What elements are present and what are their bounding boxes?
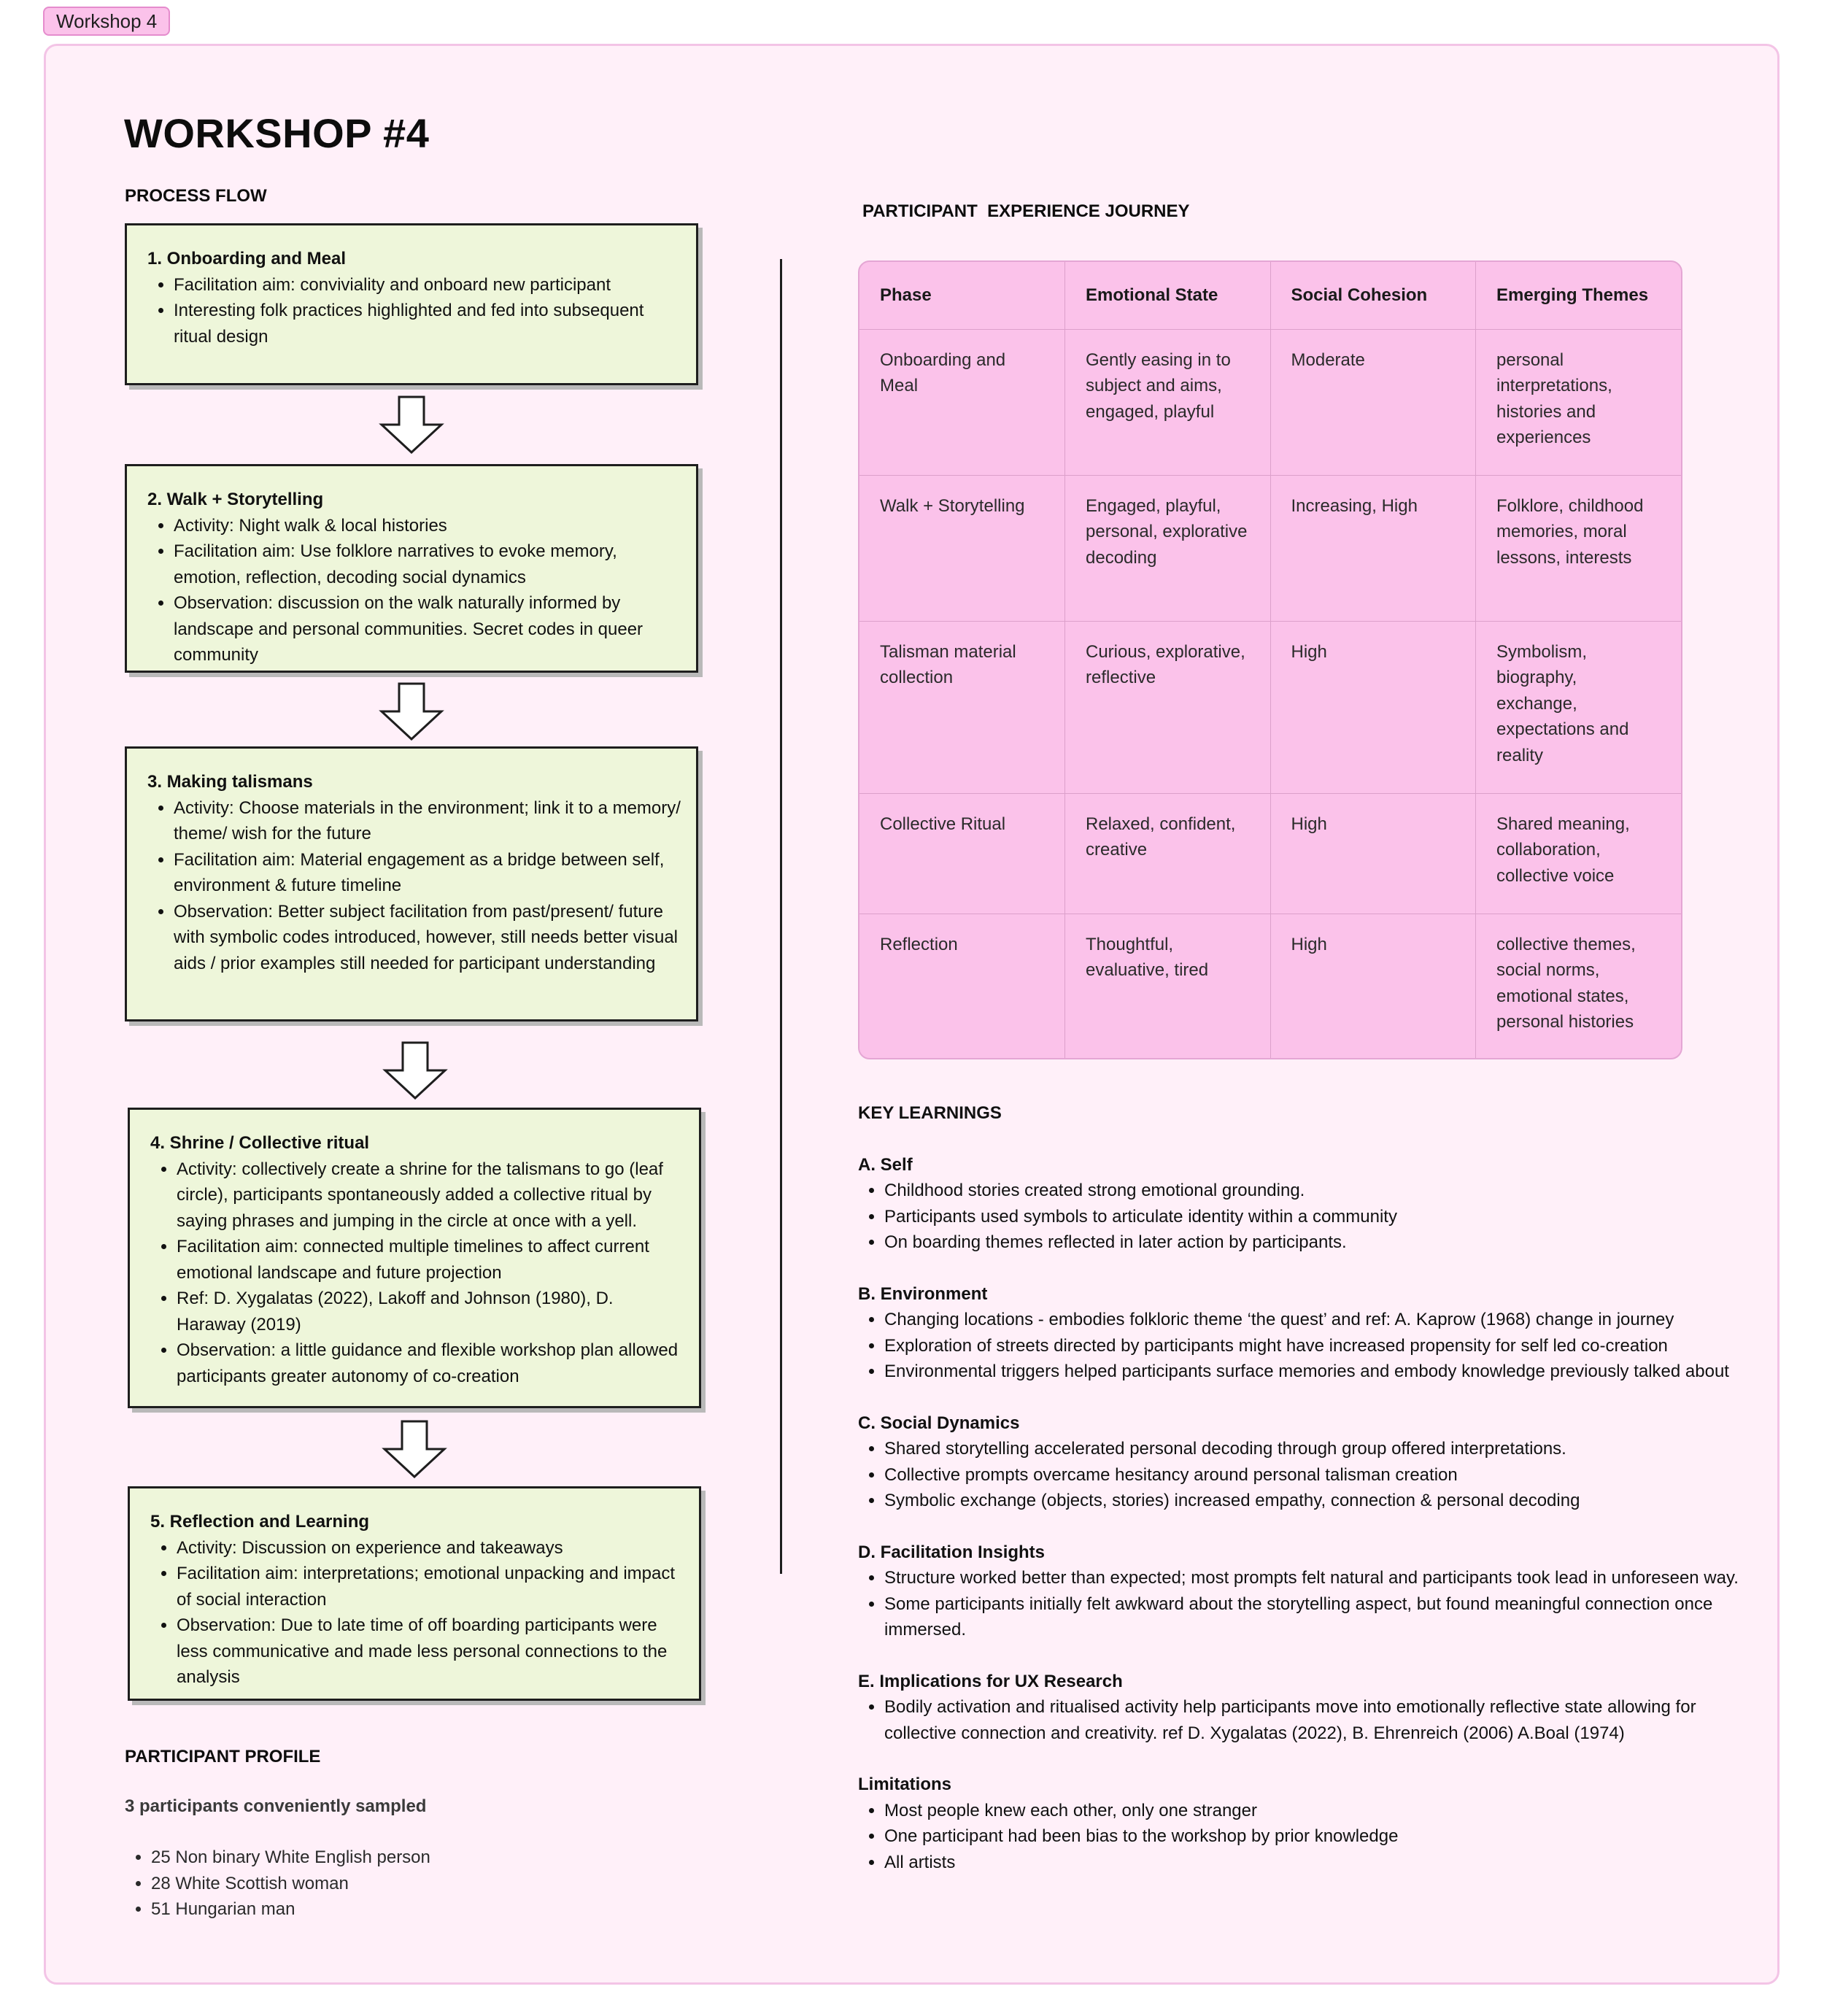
table-cell: Engaged, playful, personal, explorative decoding bbox=[1065, 475, 1271, 621]
experience-journey-table bbox=[858, 260, 1682, 1059]
table-cell: Onboarding and Meal bbox=[859, 329, 1065, 475]
step-title: 2. Walk + Storytelling bbox=[147, 490, 324, 509]
table-cell: High bbox=[1270, 621, 1476, 793]
process-step-2 bbox=[125, 464, 698, 673]
learning-bullet: • Childhood stories created strong emotional grounding. bbox=[884, 1178, 1763, 1204]
learning-bullet: • Symbolic exchange (objects, stories) increased empathy, connection & personal decoding bbox=[884, 1488, 1763, 1514]
table-cell: High bbox=[1270, 914, 1476, 1059]
learning-bullet: • Some participants initially felt awkward about the storytelling aspect, but found meaningful connection once immersed. bbox=[884, 1591, 1763, 1643]
learning-bullet: • Exploration of streets directed by participants might have increased propensity for self led co-creation bbox=[884, 1333, 1763, 1359]
table-row bbox=[859, 793, 1681, 914]
column-header: Phase bbox=[859, 262, 1065, 329]
table-cell: Thoughtful, evaluative, tired bbox=[1065, 914, 1271, 1059]
step-bullet: • Activity: Discussion on experience and takeaways bbox=[177, 1535, 684, 1561]
learning-group-self bbox=[858, 1152, 1763, 1256]
learning-bullet: • Collective prompts overcame hesitancy around personal talisman creation bbox=[884, 1462, 1763, 1488]
learning-group-title: D. Facilitation Insights bbox=[858, 1542, 1046, 1562]
table-cell: Walk + Storytelling bbox=[859, 475, 1065, 621]
step-title: 5. Reflection and Learning bbox=[150, 1512, 370, 1532]
table-cell: Increasing, High bbox=[1270, 475, 1476, 621]
learning-bullet: • On boarding themes reflected in later action by participants. bbox=[884, 1229, 1763, 1256]
learning-group-title: E. Implications for UX Research bbox=[858, 1671, 1123, 1691]
table-row bbox=[859, 621, 1681, 793]
learning-group-title: C. Social Dynamics bbox=[858, 1413, 1020, 1433]
step-bullet: • Activity: collectively create a shrine for the talismans to go (leaf circle), participants spontaneously added a collective ritual by saying phrases and jumping in the circle at once with a yell. bbox=[177, 1156, 684, 1235]
key-learnings-label: KEY LEARNINGS bbox=[858, 1103, 1002, 1123]
learning-bullet: • Most people knew each other, only one stranger bbox=[884, 1798, 1763, 1824]
step-bullet: • Facilitation aim: connected multiple timelines to affect current emotional landscape and future projection bbox=[177, 1234, 684, 1286]
column-header: Emerging Themes bbox=[1476, 262, 1682, 329]
step-bullet: • Observation: Due to late time of off boarding participants were less communicative and made less personal connections to the analysis bbox=[177, 1613, 684, 1691]
process-step-5 bbox=[128, 1486, 701, 1701]
learning-group-limitations bbox=[858, 1772, 1763, 1875]
step-bullet: • Activity: Night walk & local histories bbox=[174, 513, 681, 539]
column-divider bbox=[780, 259, 782, 1574]
step-bullet: • Facilitation aim: interpretations; emotional unpacking and impact of social interaction bbox=[177, 1561, 684, 1613]
learning-group-title: Limitations bbox=[858, 1774, 952, 1794]
down-arrow-icon bbox=[379, 682, 444, 741]
step-bullet: • Ref: D. Xygalatas (2022), Lakoff and Johnson (1980), D. Haraway (2019) bbox=[177, 1286, 684, 1337]
step-bullet: • Facilitation aim: Use folklore narratives to evoke memory, emotion, reflection, decoding social dynamics bbox=[174, 538, 681, 590]
process-step-1 bbox=[125, 223, 698, 385]
table-cell: Collective Ritual bbox=[859, 793, 1065, 914]
participant-summary: 3 participants conveniently sampled bbox=[125, 1796, 427, 1816]
learning-group-title: B. Environment bbox=[858, 1283, 988, 1304]
learning-group-environment bbox=[858, 1281, 1763, 1385]
learning-bullet: • All artists bbox=[884, 1850, 1763, 1876]
table-cell: Folklore, childhood memories, moral lessons, interests bbox=[1476, 475, 1682, 621]
table-row bbox=[859, 329, 1681, 475]
key-learnings bbox=[858, 1100, 1763, 1901]
learning-bullet: • One participant had been bias to the workshop by prior knowledge bbox=[884, 1823, 1763, 1850]
table-cell: Symbolism, biography, exchange, expectations and reality bbox=[1476, 621, 1682, 793]
learning-group-title: A. Self bbox=[858, 1154, 913, 1175]
step-bullet: • Facilitation aim: Material engagement as a bridge between self, environment & future timeline bbox=[174, 847, 681, 899]
frame-tag[interactable]: Workshop 4 bbox=[43, 7, 170, 36]
step-title: 1. Onboarding and Meal bbox=[147, 249, 347, 269]
table-cell: Gently easing in to subject and aims, engaged, playful bbox=[1065, 329, 1271, 475]
step-bullet: • Facilitation aim: conviviality and onboard new participant bbox=[174, 272, 681, 298]
participant-item: • 25 Non binary White English person bbox=[151, 1845, 708, 1871]
table-cell: Shared meaning, collaboration, collective voice bbox=[1476, 793, 1682, 914]
participant-profile-label: PARTICIPANT PROFILE bbox=[125, 1747, 321, 1766]
process-step-3 bbox=[125, 746, 698, 1021]
step-bullet: • Observation: discussion on the walk naturally informed by landscape and personal communities. Secret codes in queer community bbox=[174, 590, 681, 668]
table-row bbox=[859, 914, 1681, 1059]
table-row bbox=[859, 475, 1681, 621]
step-bullet: • Interesting folk practices highlighted and fed into subsequent ritual design bbox=[174, 298, 681, 349]
table-cell: Talisman material collection bbox=[859, 621, 1065, 793]
learning-bullet: • Participants used symbols to articulate identity within a community bbox=[884, 1204, 1763, 1230]
down-arrow-icon bbox=[382, 1420, 447, 1478]
journey-label: PARTICIPANT EXPERIENCE JOURNEY bbox=[862, 201, 1190, 221]
table-cell: personal interpretations, histories and experiences bbox=[1476, 329, 1682, 475]
learning-bullet: • Changing locations - embodies folkloric theme ‘the quest’ and ref: A. Kaprow (1968) change in journey bbox=[884, 1307, 1763, 1333]
learning-bullet: • Structure worked better than expected; most prompts felt natural and participants took lead in unforeseen way. bbox=[884, 1565, 1763, 1591]
participant-item: • 51 Hungarian man bbox=[151, 1896, 708, 1923]
process-flow-label: PROCESS FLOW bbox=[125, 186, 267, 206]
step-title: 3. Making talismans bbox=[147, 772, 313, 792]
column-header: Social Cohesion bbox=[1270, 262, 1476, 329]
participant-item: • 28 White Scottish woman bbox=[151, 1871, 708, 1897]
learning-group-ux-research bbox=[858, 1669, 1763, 1747]
step-bullet: • Activity: Choose materials in the environment; link it to a memory/ theme/ wish for the future bbox=[174, 795, 681, 847]
process-step-4 bbox=[128, 1108, 701, 1408]
participant-profile bbox=[125, 1744, 708, 1923]
learning-bullet: • Shared storytelling accelerated personal decoding through group offered interpretations. bbox=[884, 1436, 1763, 1462]
table-cell: Moderate bbox=[1270, 329, 1476, 475]
table-cell: Relaxed, confident, creative bbox=[1065, 793, 1271, 914]
learning-bullet: • Bodily activation and ritualised activity help participants move into emotionally reflective state allowing for collective connection and creativity. ref D. Xygalatas (2022), B. Ehrenreich (2006) A.Boal (1974) bbox=[884, 1694, 1763, 1746]
table-cell: collective themes, social norms, emotional states, personal histories bbox=[1476, 914, 1682, 1059]
down-arrow-icon bbox=[379, 395, 444, 454]
learning-group-social-dynamics bbox=[858, 1410, 1763, 1514]
table-cell: Curious, explorative, reflective bbox=[1065, 621, 1271, 793]
learning-group-facilitation bbox=[858, 1540, 1763, 1643]
learning-bullet: • Environmental triggers helped participants surface memories and embody knowledge previously talked about bbox=[884, 1359, 1763, 1385]
page-title: WORKSHOP #4 bbox=[124, 110, 430, 156]
column-header: Emotional State bbox=[1065, 262, 1271, 329]
table-cell: High bbox=[1270, 793, 1476, 914]
step-title: 4. Shrine / Collective ritual bbox=[150, 1133, 370, 1153]
step-bullet: • Observation: a little guidance and flexible workshop plan allowed participants greater autonomy of co-creation bbox=[177, 1337, 684, 1389]
table-cell: Reflection bbox=[859, 914, 1065, 1059]
table-header-row bbox=[859, 262, 1681, 329]
step-bullet: • Observation: Better subject facilitation from past/present/ future with symbolic codes introduced, however, still needs better visual aids / prior examples still needed for participant understanding bbox=[174, 899, 681, 977]
down-arrow-icon bbox=[382, 1041, 448, 1100]
